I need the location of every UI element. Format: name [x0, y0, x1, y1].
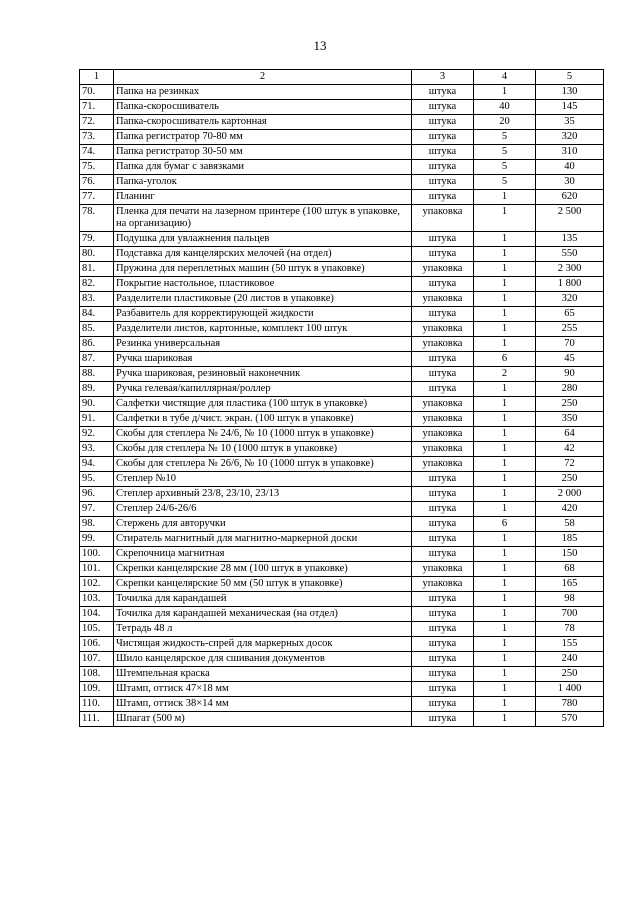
item-quantity: 1 — [474, 337, 536, 352]
item-unit: упаковка — [412, 205, 474, 232]
row-number: 107. — [80, 652, 114, 667]
item-price: 45 — [536, 352, 604, 367]
item-name: Тетрадь 48 л — [114, 622, 412, 637]
item-name: Ручка шариковая — [114, 352, 412, 367]
row-number: 85. — [80, 322, 114, 337]
item-name: Шило канцелярское для сшивания документов — [114, 652, 412, 667]
table-row — [80, 382, 604, 397]
item-unit: штука — [412, 130, 474, 145]
column-header-1: 1 — [80, 70, 114, 85]
column-header-2: 2 — [114, 70, 412, 85]
item-price: 98 — [536, 592, 604, 607]
item-quantity: 1 — [474, 85, 536, 100]
item-price: 165 — [536, 577, 604, 592]
row-number: 93. — [80, 442, 114, 457]
row-number: 95. — [80, 472, 114, 487]
table-header-row — [80, 70, 604, 85]
item-unit: штука — [412, 277, 474, 292]
item-name: Разделители пластиковые (20 листов в упаковке) — [114, 292, 412, 307]
item-unit: упаковка — [412, 397, 474, 412]
item-quantity: 1 — [474, 307, 536, 322]
row-number: 101. — [80, 562, 114, 577]
row-number: 103. — [80, 592, 114, 607]
item-quantity: 1 — [474, 190, 536, 205]
item-unit: упаковка — [412, 262, 474, 277]
table-row — [80, 577, 604, 592]
item-quantity: 6 — [474, 517, 536, 532]
row-number: 100. — [80, 547, 114, 562]
row-number: 108. — [80, 667, 114, 682]
table-row — [80, 307, 604, 322]
item-price: 350 — [536, 412, 604, 427]
item-quantity: 1 — [474, 562, 536, 577]
table-row — [80, 712, 604, 727]
item-price: 1 400 — [536, 682, 604, 697]
item-name: Подушка для увлажнения пальцев — [114, 232, 412, 247]
item-quantity: 1 — [474, 292, 536, 307]
item-name: Папка-скоросшиватель — [114, 100, 412, 115]
item-unit: штука — [412, 607, 474, 622]
item-unit: упаковка — [412, 322, 474, 337]
item-quantity: 1 — [474, 277, 536, 292]
table-row — [80, 457, 604, 472]
row-number: 80. — [80, 247, 114, 262]
item-quantity: 1 — [474, 592, 536, 607]
item-price: 155 — [536, 637, 604, 652]
item-name: Папка-скоросшиватель картонная — [114, 115, 412, 130]
table-row — [80, 367, 604, 382]
item-unit: упаковка — [412, 427, 474, 442]
row-number: 94. — [80, 457, 114, 472]
item-name: Пружина для переплетных машин (50 штук в упаковке) — [114, 262, 412, 277]
table-row — [80, 262, 604, 277]
row-number: 99. — [80, 532, 114, 547]
row-number: 87. — [80, 352, 114, 367]
item-name: Скобы для степлера № 24/6, № 10 (1000 штук в упаковке) — [114, 427, 412, 442]
row-number: 97. — [80, 502, 114, 517]
column-header-5: 5 — [536, 70, 604, 85]
item-unit: упаковка — [412, 577, 474, 592]
item-unit: штука — [412, 622, 474, 637]
row-number: 73. — [80, 130, 114, 145]
item-price: 255 — [536, 322, 604, 337]
item-price: 250 — [536, 397, 604, 412]
item-price: 280 — [536, 382, 604, 397]
item-quantity: 1 — [474, 682, 536, 697]
item-price: 78 — [536, 622, 604, 637]
item-quantity: 1 — [474, 472, 536, 487]
item-name: Степлер архивный 23/8, 23/10, 23/13 — [114, 487, 412, 502]
item-name: Салфетки в тубе д/чист. экран. (100 штук в упаковке) — [114, 412, 412, 427]
item-name: Папка регистратор 70-80 мм — [114, 130, 412, 145]
item-unit: штука — [412, 637, 474, 652]
item-name: Подставка для канцелярских мелочей (на отдел) — [114, 247, 412, 262]
table-row — [80, 607, 604, 622]
item-quantity: 1 — [474, 442, 536, 457]
item-price: 145 — [536, 100, 604, 115]
item-name: Степлер 24/6-26/6 — [114, 502, 412, 517]
item-quantity: 6 — [474, 352, 536, 367]
row-number: 92. — [80, 427, 114, 442]
supply-table — [79, 69, 604, 727]
item-unit: штука — [412, 667, 474, 682]
item-unit: штука — [412, 100, 474, 115]
row-number: 75. — [80, 160, 114, 175]
item-name: Штемпельная краска — [114, 667, 412, 682]
row-number: 88. — [80, 367, 114, 382]
item-unit: штука — [412, 697, 474, 712]
item-unit: штука — [412, 307, 474, 322]
table-row — [80, 622, 604, 637]
item-name: Скобы для степлера № 10 (1000 штук в упаковке) — [114, 442, 412, 457]
row-number: 86. — [80, 337, 114, 352]
item-name: Скрепочница магнитная — [114, 547, 412, 562]
item-unit: упаковка — [412, 442, 474, 457]
item-name: Резинка универсальная — [114, 337, 412, 352]
table-row — [80, 190, 604, 205]
item-price: 40 — [536, 160, 604, 175]
item-quantity: 1 — [474, 262, 536, 277]
item-quantity: 1 — [474, 382, 536, 397]
item-unit: упаковка — [412, 562, 474, 577]
item-price: 64 — [536, 427, 604, 442]
item-unit: упаковка — [412, 412, 474, 427]
table-row — [80, 100, 604, 115]
item-name: Скрепки канцелярские 28 мм (100 штук в упаковке) — [114, 562, 412, 577]
item-quantity: 1 — [474, 712, 536, 727]
item-price: 65 — [536, 307, 604, 322]
item-quantity: 1 — [474, 607, 536, 622]
item-name: Штамп, оттиск 47×18 мм — [114, 682, 412, 697]
item-price: 130 — [536, 85, 604, 100]
row-number: 102. — [80, 577, 114, 592]
item-price: 780 — [536, 697, 604, 712]
item-price: 70 — [536, 337, 604, 352]
table-row — [80, 115, 604, 130]
item-unit: штука — [412, 352, 474, 367]
row-number: 98. — [80, 517, 114, 532]
item-name: Стиратель магнитный для магнитно-маркерной доски — [114, 532, 412, 547]
item-unit: штука — [412, 115, 474, 130]
item-unit: штука — [412, 472, 474, 487]
item-quantity: 5 — [474, 160, 536, 175]
item-quantity: 1 — [474, 232, 536, 247]
item-unit: штука — [412, 145, 474, 160]
item-unit: упаковка — [412, 292, 474, 307]
item-price: 420 — [536, 502, 604, 517]
column-header-4: 4 — [474, 70, 536, 85]
row-number: 84. — [80, 307, 114, 322]
item-price: 320 — [536, 130, 604, 145]
item-price: 550 — [536, 247, 604, 262]
item-name: Пленка для печати на лазерном принтере (100 штук в упаковке, на организацию) — [114, 205, 412, 232]
row-number: 82. — [80, 277, 114, 292]
table-row — [80, 130, 604, 145]
item-price: 250 — [536, 667, 604, 682]
row-number: 71. — [80, 100, 114, 115]
item-price: 250 — [536, 472, 604, 487]
row-number: 90. — [80, 397, 114, 412]
item-quantity: 5 — [474, 175, 536, 190]
item-name: Папка на резинках — [114, 85, 412, 100]
item-name: Скобы для степлера № 26/6, № 10 (1000 штук в упаковке) — [114, 457, 412, 472]
table-row — [80, 292, 604, 307]
item-name: Папка-уголок — [114, 175, 412, 190]
page-number: 13 — [313, 38, 327, 53]
item-quantity: 1 — [474, 412, 536, 427]
table-row — [80, 427, 604, 442]
item-price: 1 800 — [536, 277, 604, 292]
table-row — [80, 337, 604, 352]
table-row — [80, 205, 604, 232]
table-row — [80, 487, 604, 502]
item-unit: штука — [412, 367, 474, 382]
item-price: 240 — [536, 652, 604, 667]
table-row — [80, 160, 604, 175]
item-unit: штука — [412, 487, 474, 502]
row-number: 110. — [80, 697, 114, 712]
table-row — [80, 145, 604, 160]
table-row — [80, 637, 604, 652]
item-unit: штука — [412, 382, 474, 397]
table-row — [80, 85, 604, 100]
item-unit: штука — [412, 160, 474, 175]
table-row — [80, 547, 604, 562]
item-name: Салфетки чистящие для пластика (100 штук в упаковке) — [114, 397, 412, 412]
item-unit: упаковка — [412, 337, 474, 352]
item-name: Точилка для карандашей — [114, 592, 412, 607]
item-quantity: 1 — [474, 547, 536, 562]
row-number: 96. — [80, 487, 114, 502]
row-number: 79. — [80, 232, 114, 247]
item-quantity: 5 — [474, 145, 536, 160]
table-row — [80, 472, 604, 487]
item-quantity: 1 — [474, 397, 536, 412]
item-name: Стержень для авторучки — [114, 517, 412, 532]
row-number: 78. — [80, 205, 114, 232]
item-price: 620 — [536, 190, 604, 205]
item-name: Разделители листов, картонные, комплект 100 штук — [114, 322, 412, 337]
item-price: 135 — [536, 232, 604, 247]
item-quantity: 40 — [474, 100, 536, 115]
item-quantity: 1 — [474, 637, 536, 652]
item-price: 68 — [536, 562, 604, 577]
item-price: 2 300 — [536, 262, 604, 277]
row-number: 104. — [80, 607, 114, 622]
item-unit: штука — [412, 592, 474, 607]
item-price: 2 000 — [536, 487, 604, 502]
item-name: Папка для бумаг с завязками — [114, 160, 412, 175]
table-row — [80, 697, 604, 712]
row-number: 74. — [80, 145, 114, 160]
item-quantity: 1 — [474, 487, 536, 502]
item-price: 72 — [536, 457, 604, 472]
row-number: 105. — [80, 622, 114, 637]
item-quantity: 20 — [474, 115, 536, 130]
table-row — [80, 352, 604, 367]
item-price: 58 — [536, 517, 604, 532]
table-row — [80, 562, 604, 577]
table-row — [80, 682, 604, 697]
item-quantity: 1 — [474, 577, 536, 592]
row-number: 77. — [80, 190, 114, 205]
item-unit: штука — [412, 247, 474, 262]
row-number: 109. — [80, 682, 114, 697]
item-price: 310 — [536, 145, 604, 160]
item-quantity: 5 — [474, 130, 536, 145]
item-quantity: 1 — [474, 427, 536, 442]
item-unit: штука — [412, 190, 474, 205]
row-number: 83. — [80, 292, 114, 307]
row-number: 111. — [80, 712, 114, 727]
item-unit: штука — [412, 712, 474, 727]
item-unit: штука — [412, 532, 474, 547]
item-quantity: 1 — [474, 502, 536, 517]
item-quantity: 1 — [474, 697, 536, 712]
item-name: Разбавитель для корректирующей жидкости — [114, 307, 412, 322]
table-row — [80, 502, 604, 517]
table-row — [80, 322, 604, 337]
item-name: Точилка для карандашей механическая (на отдел) — [114, 607, 412, 622]
item-name: Папка регистратор 30-50 мм — [114, 145, 412, 160]
table-row — [80, 232, 604, 247]
item-quantity: 2 — [474, 367, 536, 382]
row-number: 91. — [80, 412, 114, 427]
table-row — [80, 652, 604, 667]
item-price: 150 — [536, 547, 604, 562]
row-number: 72. — [80, 115, 114, 130]
item-unit: штука — [412, 682, 474, 697]
item-name: Шпагат (500 м) — [114, 712, 412, 727]
item-unit: штука — [412, 175, 474, 190]
table-row — [80, 667, 604, 682]
table-row — [80, 412, 604, 427]
item-price: 320 — [536, 292, 604, 307]
item-name: Штамп, оттиск 38×14 мм — [114, 697, 412, 712]
table-row — [80, 277, 604, 292]
item-price: 700 — [536, 607, 604, 622]
item-price: 185 — [536, 532, 604, 547]
item-quantity: 1 — [474, 532, 536, 547]
item-quantity: 1 — [474, 652, 536, 667]
row-number: 76. — [80, 175, 114, 190]
item-unit: штука — [412, 232, 474, 247]
table-row — [80, 592, 604, 607]
item-name: Планинг — [114, 190, 412, 205]
item-quantity: 1 — [474, 247, 536, 262]
item-name: Ручка шариковая, резиновый наконечник — [114, 367, 412, 382]
table-row — [80, 247, 604, 262]
column-header-3: 3 — [412, 70, 474, 85]
item-quantity: 1 — [474, 622, 536, 637]
item-price: 42 — [536, 442, 604, 457]
row-number: 81. — [80, 262, 114, 277]
table-row — [80, 175, 604, 190]
item-price: 90 — [536, 367, 604, 382]
item-unit: штука — [412, 547, 474, 562]
item-unit: штука — [412, 652, 474, 667]
item-quantity: 1 — [474, 205, 536, 232]
item-unit: упаковка — [412, 457, 474, 472]
item-name: Покрытие настольное, пластиковое — [114, 277, 412, 292]
item-price: 30 — [536, 175, 604, 190]
table-row — [80, 442, 604, 457]
item-unit: штука — [412, 502, 474, 517]
item-quantity: 1 — [474, 667, 536, 682]
table-row — [80, 517, 604, 532]
item-name: Чистящая жидкость-спрей для маркерных досок — [114, 637, 412, 652]
row-number: 89. — [80, 382, 114, 397]
item-name: Степлер №10 — [114, 472, 412, 487]
item-unit: штука — [412, 517, 474, 532]
table-row — [80, 397, 604, 412]
item-price: 570 — [536, 712, 604, 727]
row-number: 106. — [80, 637, 114, 652]
item-quantity: 1 — [474, 322, 536, 337]
item-unit: штука — [412, 85, 474, 100]
item-name: Ручка гелевая/капиллярная/роллер — [114, 382, 412, 397]
item-price: 2 500 — [536, 205, 604, 232]
item-name: Скрепки канцелярские 50 мм (50 штук в упаковке) — [114, 577, 412, 592]
table-row — [80, 532, 604, 547]
row-number: 70. — [80, 85, 114, 100]
item-quantity: 1 — [474, 457, 536, 472]
item-price: 35 — [536, 115, 604, 130]
